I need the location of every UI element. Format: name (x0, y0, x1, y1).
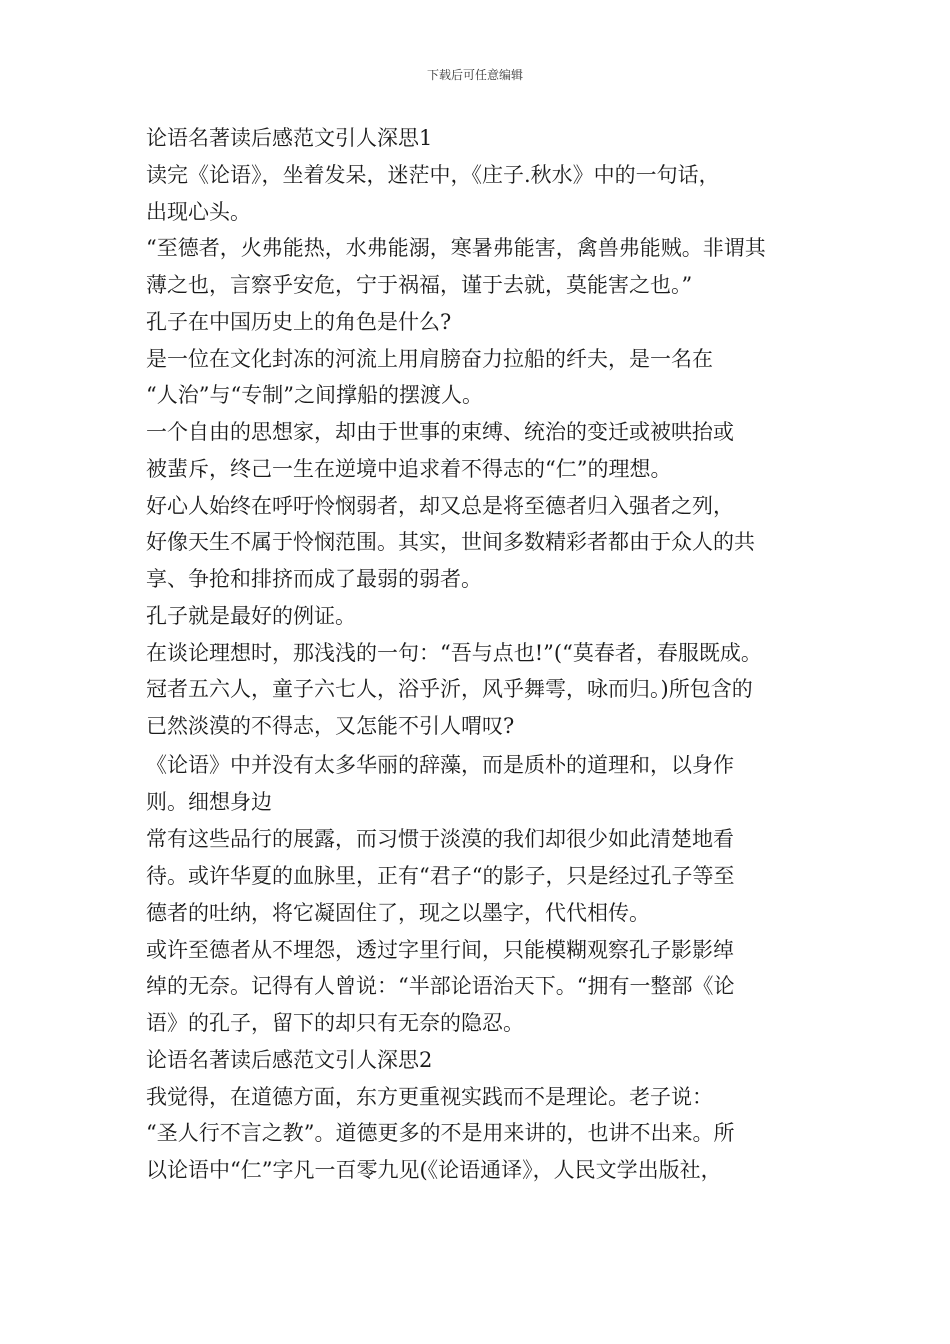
text-line: 读完《论语》，坐着发呆，迷茫中，《庄子.秋水》中的一句话， (146, 163, 720, 187)
document-title-2: 论语名著读后感范文引人深思2 (146, 1048, 433, 1072)
document-title-1: 论语名著读后感范文引人深思1 (146, 126, 433, 150)
text-line: 孔子在中国历史上的角色是什么? (146, 310, 452, 334)
text-line: 出现心头。 (146, 200, 251, 224)
text-line: 是一位在文化封冻的河流上用肩膀奋力拉船的纤夫，是一名在 (146, 347, 713, 371)
text-line: 或许至德者从不埋怨，透过字里行间，只能模糊观察孔子影影绰 (146, 938, 734, 962)
text-line: “圣人行不言之教”。道德更多的不是用来讲的，也讲不出来。所 (146, 1121, 735, 1145)
text-line: 语》的孔子，留下的却只有无奈的隐忍。 (146, 1011, 524, 1035)
text-line: 以论语中“仁”字凡一百零九见(《论语通译》，人民文学出版社， (146, 1158, 722, 1182)
text-line: 一个自由的思想家，却由于世事的束缚、统治的变迁或被哄抬或 (146, 420, 734, 444)
text-line: 已然淡漠的不得志，又怎能不引人喟叹? (146, 714, 515, 738)
text-line: “人治”与“专制”之间撑船的摆渡人。 (146, 383, 483, 407)
text-line: 常有这些品行的展露，而习惯于淡漠的我们却很少如此清楚地看 (146, 827, 734, 851)
text-line: 在谈论理想时，那浅浅的一句：“吾与点也!”(“莫春者，春服既成。 (146, 641, 762, 665)
text-line: 《论语》中并没有太多华丽的辞藻，而是质朴的道理和，以身作 (146, 753, 734, 777)
text-line: 则。细想身边 (146, 790, 272, 814)
text-line: 我觉得，在道德方面，东方更重视实践而不是理论。老子说： (146, 1085, 713, 1109)
text-line: “至德者，火弗能热，水弗能溺，寒暑弗能害，禽兽弗能贼。非谓其 (146, 236, 766, 260)
text-line: 好像天生不属于怜悯范围。其实，世间多数精彩者都由于众人的共 (146, 530, 755, 554)
text-line: 德者的吐纳，将它凝固住了，现之以墨字，代代相传。 (146, 901, 650, 925)
text-line: 薄之也，言察乎安危，宁于祸福，谨于去就，莫能害之也。” (146, 273, 693, 297)
page-header-note: 下载后可任意编辑 (426, 68, 523, 82)
text-line: 被蜚斥，终己一生在逆境中追求着不得志的“仁”的理想。 (146, 457, 672, 481)
text-line: 绰的无奈。记得有人曾说：“半部论语治天下。“拥有一整部《论 (146, 974, 735, 998)
text-line: 冠者五六人，童子六七人，浴乎沂，风乎舞雩，咏而归。)所包含的 (146, 677, 753, 701)
text-line: 待。或许华夏的血脉里，正有“君子“的影子，只是经过孔子等至 (146, 864, 735, 888)
text-line: 享、争抢和排挤而成了最弱的弱者。 (146, 567, 482, 591)
text-line: 孔子就是最好的例证。 (146, 604, 356, 628)
text-line: 好心人始终在呼吁怜悯弱者，却又总是将至德者归入强者之列， (146, 494, 734, 518)
